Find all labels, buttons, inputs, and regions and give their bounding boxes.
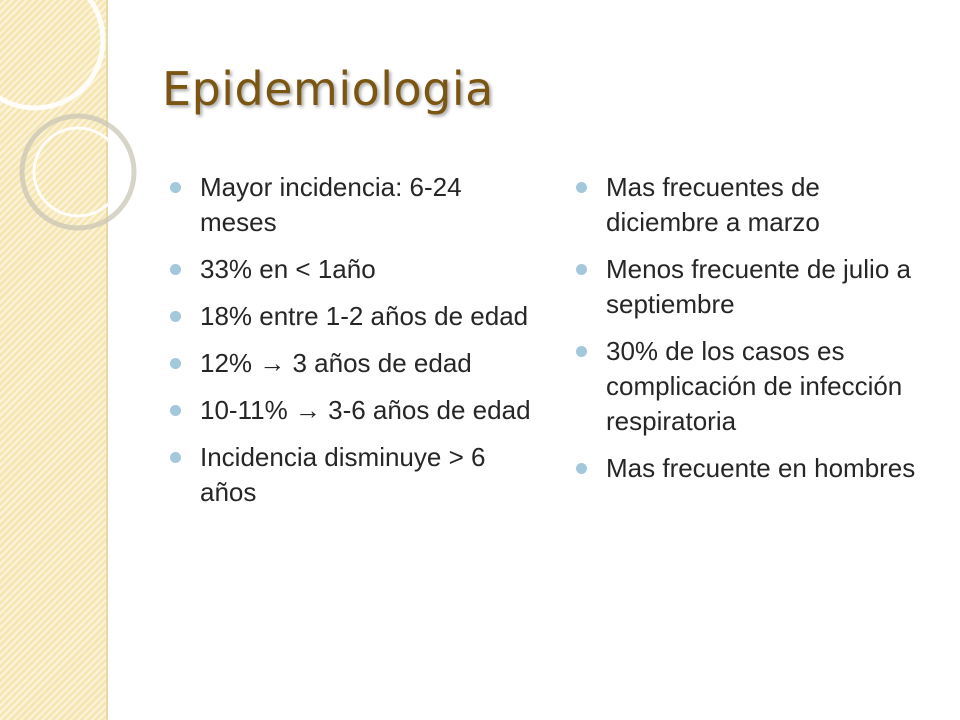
bullet-icon <box>170 264 181 275</box>
list-item <box>576 334 936 439</box>
list-item <box>170 252 540 287</box>
list-item-text: 30% de los casos es complicación de infección respiratoria <box>606 336 903 436</box>
bullet-icon <box>576 463 587 474</box>
list-item <box>170 299 540 334</box>
bullet-icon <box>170 182 181 193</box>
list-item <box>170 346 540 381</box>
list-item-text: Incidencia disminuye > 6 años <box>200 442 486 507</box>
list-item-text: Mayor incidencia: 6-24 meses <box>200 172 462 237</box>
bullet-icon <box>170 311 181 322</box>
list-item-text: 18% entre 1-2 años de edad <box>200 301 529 331</box>
bullet-icon <box>576 264 587 275</box>
list-item-text: 33% en < 1año <box>200 254 376 284</box>
list-item <box>576 451 936 486</box>
slide-title: Epidemiologia <box>162 62 494 116</box>
list-item-text: Mas frecuente en hombres <box>606 453 916 483</box>
bullet-icon <box>170 358 181 369</box>
list-item <box>170 170 540 240</box>
bullet-icon <box>170 405 181 416</box>
list-item-text: Menos frecuente de julio a septiembre <box>606 254 911 319</box>
bullet-icon <box>576 346 587 357</box>
list-item <box>576 170 936 240</box>
list-item <box>170 440 540 510</box>
list-item <box>170 393 540 428</box>
list-item <box>576 252 936 322</box>
list-item-text: 12% → 3 años de edad <box>200 348 472 378</box>
right-bullet-list <box>576 170 936 498</box>
list-item-text: 10-11% → 3-6 años de edad <box>200 395 531 425</box>
list-item-text: Mas frecuentes de diciembre a marzo <box>606 172 820 237</box>
bullet-icon <box>576 182 587 193</box>
bullet-icon <box>170 452 181 463</box>
left-bullet-list <box>170 170 540 522</box>
